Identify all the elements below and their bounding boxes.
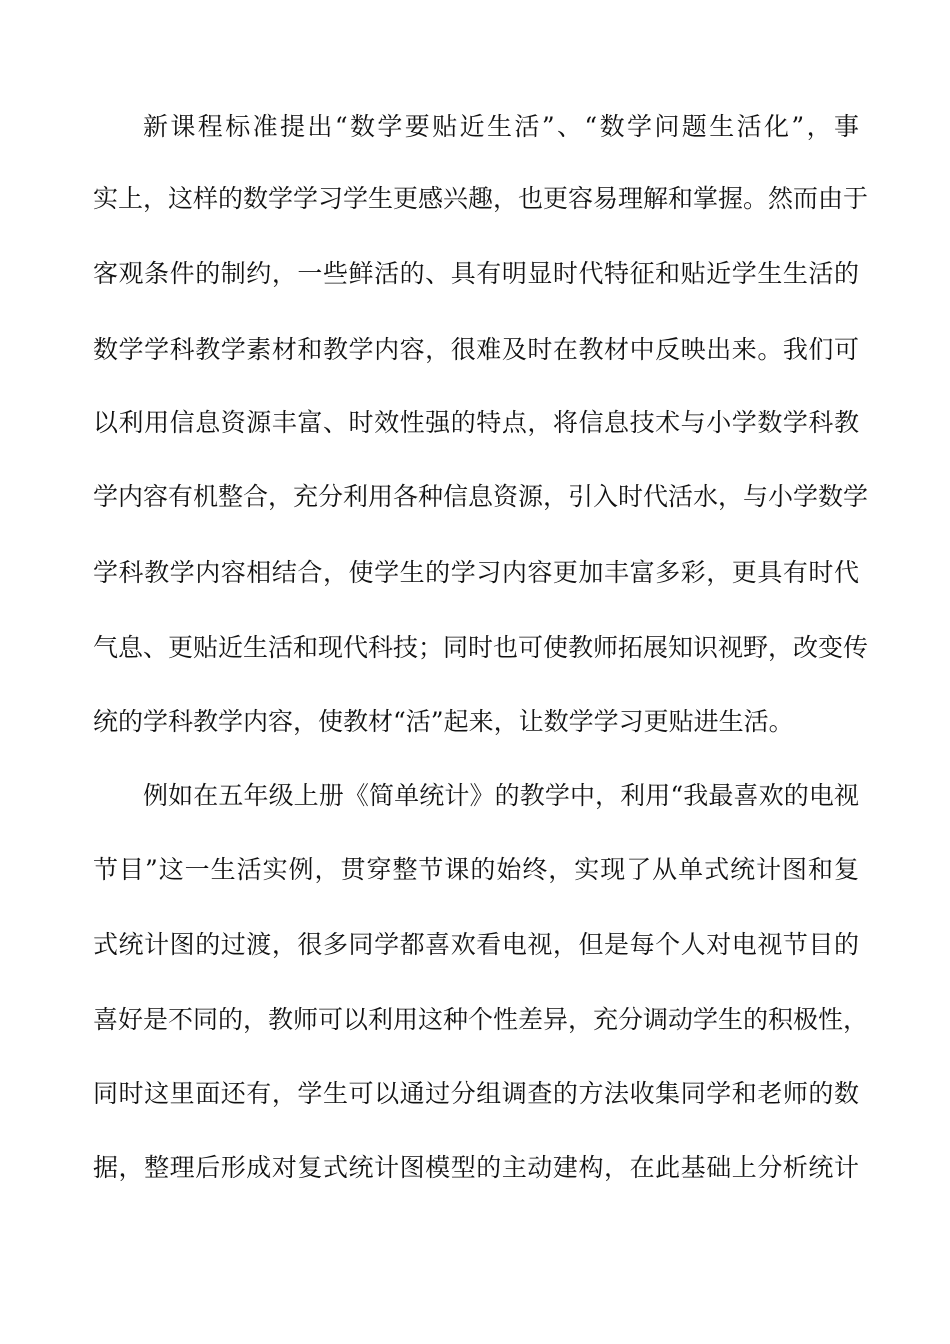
text-line: 节目”这一生活实例，贯穿整节课的始终，实现了从单式统计图和复 xyxy=(93,855,859,884)
text-line: 统的学科教学内容，使教材“活”起来，让数学学习更贴进生活。 xyxy=(93,707,794,736)
text-line: 新课程标准提出“数学要贴近生活”、“数学问题生活化”，事 xyxy=(143,112,859,141)
text-line: 实上，这样的数学学习学生更感兴趣，也更容易理解和掌握。然而由于 xyxy=(93,184,869,213)
text-line: 学内容有机整合，充分利用各种信息资源，引入时代活水，与小学数学 xyxy=(93,482,869,511)
text-line: 例如在五年级上册《简单统计》的教学中，利用“我最喜欢的电视 xyxy=(143,781,859,810)
text-line: 以利用信息资源丰富、时效性强的特点，将信息技术与小学数学科教 xyxy=(93,408,859,437)
text-line: 喜好是不同的，教师可以利用这种个性差异，充分调动学生的积极性， xyxy=(93,1005,869,1034)
text-line: 式统计图的过渡，很多同学都喜欢看电视，但是每个人对电视节目的 xyxy=(93,930,859,959)
text-line: 学科教学内容相结合，使学生的学习内容更加丰富多彩，更具有时代 xyxy=(93,558,859,587)
text-line: 据，整理后形成对复式统计图模型的主动建构，在此基础上分析统计 xyxy=(93,1153,859,1182)
text-line: 气息、更贴近生活和现代科技；同时也可使教师拓展知识视野，改变传 xyxy=(93,633,869,662)
text-line: 数学学科教学素材和教学内容，很难及时在教材中反映出来。我们可 xyxy=(93,335,859,364)
text-line: 同时这里面还有，学生可以通过分组调查的方法收集同学和老师的数 xyxy=(93,1079,859,1108)
text-line: 客观条件的制约，一些鲜活的、具有明显时代特征和贴近学生生活的 xyxy=(93,259,859,288)
